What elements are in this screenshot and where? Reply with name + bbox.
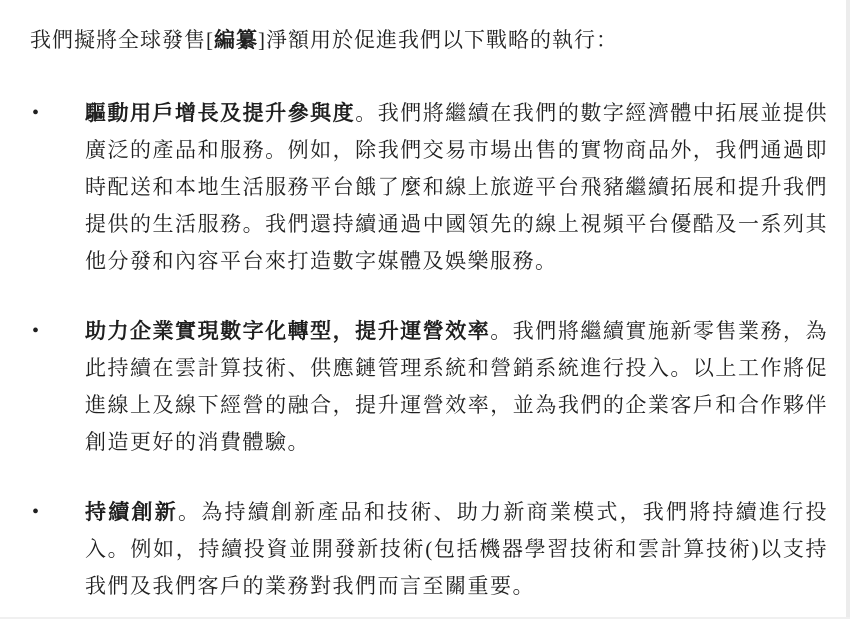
scan-edge-shading-right bbox=[846, 0, 850, 619]
bullet-paragraph bbox=[85, 494, 828, 605]
bullet-body: 。為持續創新產品和技術、助力新商業模式，我們將持續進行投入。例如，持續投資並開發新技術(包括機器學習技術和雲計算技術)以支持我們及我們客戶的業務對我們而言至關重要。 bbox=[85, 500, 828, 598]
bullet-body: 。我們將繼續實施新零售業務，為此持續在雲計算技術、供應鏈管理系統和營銷系統進行投入。以上工作將促進線上及線下經營的融合，提升運營效率，並為我們的企業客戶和合作夥伴創造更好的消費體驗。 bbox=[85, 319, 828, 454]
bullet-lead: 持續創新 bbox=[85, 501, 178, 524]
bullet-paragraph bbox=[85, 313, 828, 461]
list-item-continuous-innovation bbox=[30, 494, 828, 605]
intro-text-pre: 我們擬將全球發售[ bbox=[30, 28, 214, 52]
bullet-icon: • bbox=[32, 102, 40, 124]
strategy-bullet-list bbox=[30, 95, 828, 605]
bullet-lead: 助力企業實現數字化轉型，提升運營效率 bbox=[85, 320, 491, 343]
bullet-icon: • bbox=[32, 501, 40, 523]
intro-paragraph bbox=[30, 22, 828, 59]
redacted-placeholder: 編纂 bbox=[214, 29, 258, 52]
bullet-body: 。我們將繼續在我們的數字經濟體中拓展並提供廣泛的產品和服務。例如，除我們交易市場出售的實物商品外，我們通過即時配送和本地生活服務平台餓了麼和線上旅遊平台飛豬繼續拓展和提升我們提供的生活服務。我們還持續通過中國領先的線上視頻平台優酷及一系列其他分發和內容平台來打造數字媒體及娛樂服務。 bbox=[85, 101, 828, 273]
list-item-user-growth bbox=[30, 95, 828, 280]
list-item-digital-transformation bbox=[30, 313, 828, 461]
bullet-paragraph bbox=[85, 95, 828, 280]
bullet-icon: • bbox=[32, 320, 40, 342]
bullet-lead: 驅動用戶增長及提升參與度 bbox=[85, 102, 356, 125]
intro-text-post: ]淨額用於促進我們以下戰略的執行： bbox=[258, 28, 618, 52]
